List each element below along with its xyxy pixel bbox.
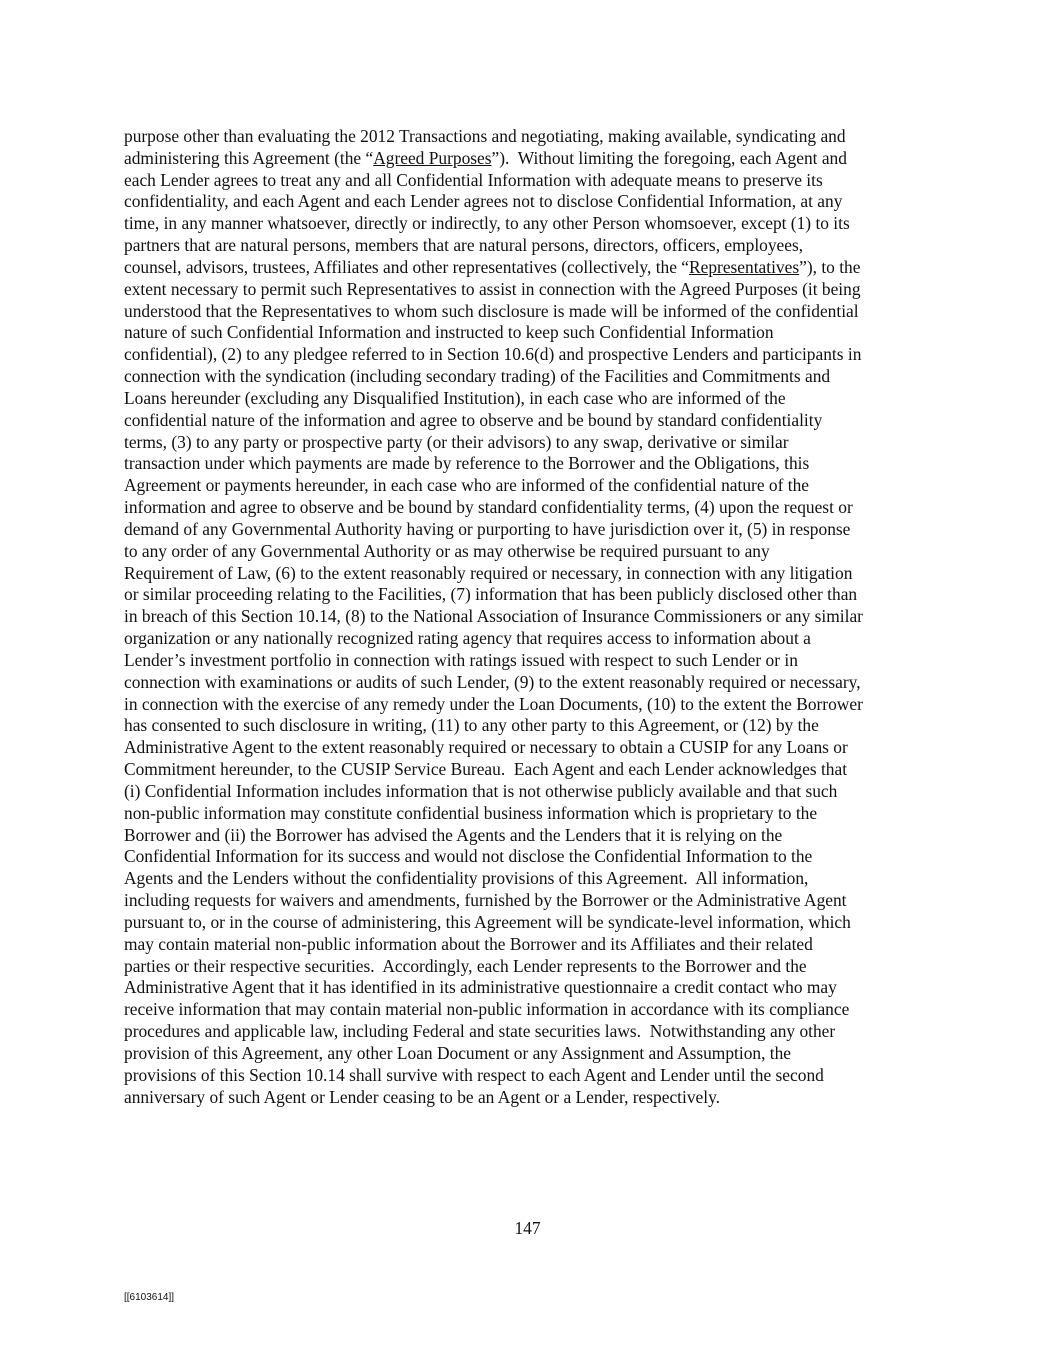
text-line: confidentiality, and each Agent and each Lender agrees not to disclose Confidential Information, at any xyxy=(124,191,843,212)
text-line: transaction under which payments are made by reference to the Borrower and the Obligations, this xyxy=(124,453,810,474)
text-segment: ”), to the xyxy=(799,256,861,277)
text-line: provision of this Agreement, any other Loan Document or any Assignment and Assumption, the xyxy=(124,1042,792,1063)
text-line: connection with examinations or audits of such Lender, (9) to the extent reasonably required or necessary, xyxy=(124,671,861,692)
defined-term: Agreed Purposes xyxy=(373,147,492,168)
text-line xyxy=(124,257,860,278)
text-line: Requirement of Law, (6) to the extent reasonably required or necessary, in connection with any litigation xyxy=(124,562,853,583)
text-line: in breach of this Section 10.14, (8) to the National Association of Insurance Commissioners or any similar xyxy=(124,606,863,627)
text-line: including requests for waivers and amendments, furnished by the Borrower or the Administrative Agent xyxy=(124,890,847,911)
text-line: demand of any Governmental Authority having or purporting to have jurisdiction over it, (5) in response xyxy=(124,518,851,539)
text-line xyxy=(124,148,847,169)
text-line: may contain material non-public information about the Borrower and its Affiliates and their related xyxy=(124,933,813,954)
text-line: organization or any nationally recognized rating agency that requires access to information about a xyxy=(124,628,811,649)
text-line: (i) Confidential Information includes information that is not otherwise publicly available and that such xyxy=(124,780,838,801)
text-line: Agreement or payments hereunder, in each case who are informed of the confidential nature of the xyxy=(124,475,809,496)
text-line: provisions of this Section 10.14 shall survive with respect to each Agent and Lender until the second xyxy=(124,1064,824,1085)
text-line: non-public information may constitute confidential business information which is proprietary to the xyxy=(124,802,818,823)
text-line: extent necessary to permit such Representatives to assist in connection with the Agreed Purposes (it being xyxy=(124,278,861,299)
text-segment: administering this Agreement (the “ xyxy=(124,147,374,168)
text-line: connection with the syndication (including secondary trading) of the Facilities and Commitments and xyxy=(124,366,831,387)
text-line: partners that are natural persons, members that are natural persons, directors, officers, employees, xyxy=(124,235,804,256)
text-line: each Lender agrees to treat any and all Confidential Information with adequate means to preserve its xyxy=(124,169,823,190)
text-line: receive information that may contain material non-public information in accordance with its compliance xyxy=(124,999,850,1020)
text-line: Confidential Information for its success and would not disclose the Confidential Information to the xyxy=(124,846,813,867)
text-line: Agents and the Lenders without the confidentiality provisions of this Agreement. All information, xyxy=(124,868,809,889)
text-line: confidential), (2) to any pledgee referred to in Section 10.6(d) and prospective Lenders and participants in xyxy=(124,344,862,365)
text-line: information and agree to observe and be bound by standard confidentiality terms, (4) upon the request or xyxy=(124,497,853,518)
text-line: purpose other than evaluating the 2012 Transactions and negotiating, making available, syndicating and xyxy=(124,126,846,146)
text-line: Administrative Agent that it has identified in its administrative questionnaire a credit contact who may xyxy=(124,977,837,998)
defined-term: Representatives xyxy=(689,256,800,277)
text-line: confidential nature of the information and agree to observe and be bound by standard confidentiality xyxy=(124,409,823,430)
text-line: parties or their respective securities. Accordingly, each Lender represents to the Borrower and the xyxy=(124,955,807,976)
text-line: Administrative Agent to the extent reasonably required or necessary to obtain a CUSIP for any Loans or xyxy=(124,737,848,758)
text-line: understood that the Representatives to whom such disclosure is made will be informed of the confidential xyxy=(124,300,859,321)
page-number: 147 xyxy=(514,1218,541,1238)
text-line: has consented to such disclosure in writing, (11) to any other party to this Agreement, or (12) by the xyxy=(124,715,819,736)
text-line: Commitment hereunder, to the CUSIP Service Bureau. Each Agent and each Lender acknowledges that xyxy=(124,759,848,780)
text-line: or similar proceeding relating to the Facilities, (7) information that has been publicly disclosed other than xyxy=(124,584,858,605)
text-line: time, in any manner whatsoever, directly or indirectly, to any other Person whomsoever, except (1) to its xyxy=(124,213,850,234)
text-line: procedures and applicable law, including Federal and state securities laws. Notwithstanding any other xyxy=(124,1021,836,1042)
text-line: terms, (3) to any party or prospective party (or their advisors) to any swap, derivative or similar xyxy=(124,431,789,452)
document-id: [[6103614]] xyxy=(124,1292,175,1303)
text-segment: ”). Without limiting the foregoing, each Agent and xyxy=(491,147,847,168)
text-line: pursuant to, or in the course of administering, this Agreement will be syndicate-level information, which xyxy=(124,911,851,932)
text-line: Borrower and (ii) the Borrower has advised the Agents and the Lenders that it is relying on the xyxy=(124,824,783,845)
text-line: nature of such Confidential Information and instructed to keep such Confidential Information xyxy=(124,322,774,343)
text-line: in connection with the exercise of any remedy under the Loan Documents, (10) to the extent the Borrower xyxy=(124,693,863,714)
text-line: to any order of any Governmental Authority or as may otherwise be required pursuant to any xyxy=(124,540,770,561)
text-line: Loans hereunder (excluding any Disqualified Institution), in each case who are informed of the xyxy=(124,387,786,408)
text-line: anniversary of such Agent or Lender ceasing to be an Agent or a Lender, respectively. xyxy=(124,1086,720,1107)
text-segment: counsel, advisors, trustees, Affiliates and other representatives (collectively, the “ xyxy=(124,256,690,277)
text-line: Lender’s investment portfolio in connection with ratings issued with respect to such Lender or in xyxy=(124,649,798,670)
